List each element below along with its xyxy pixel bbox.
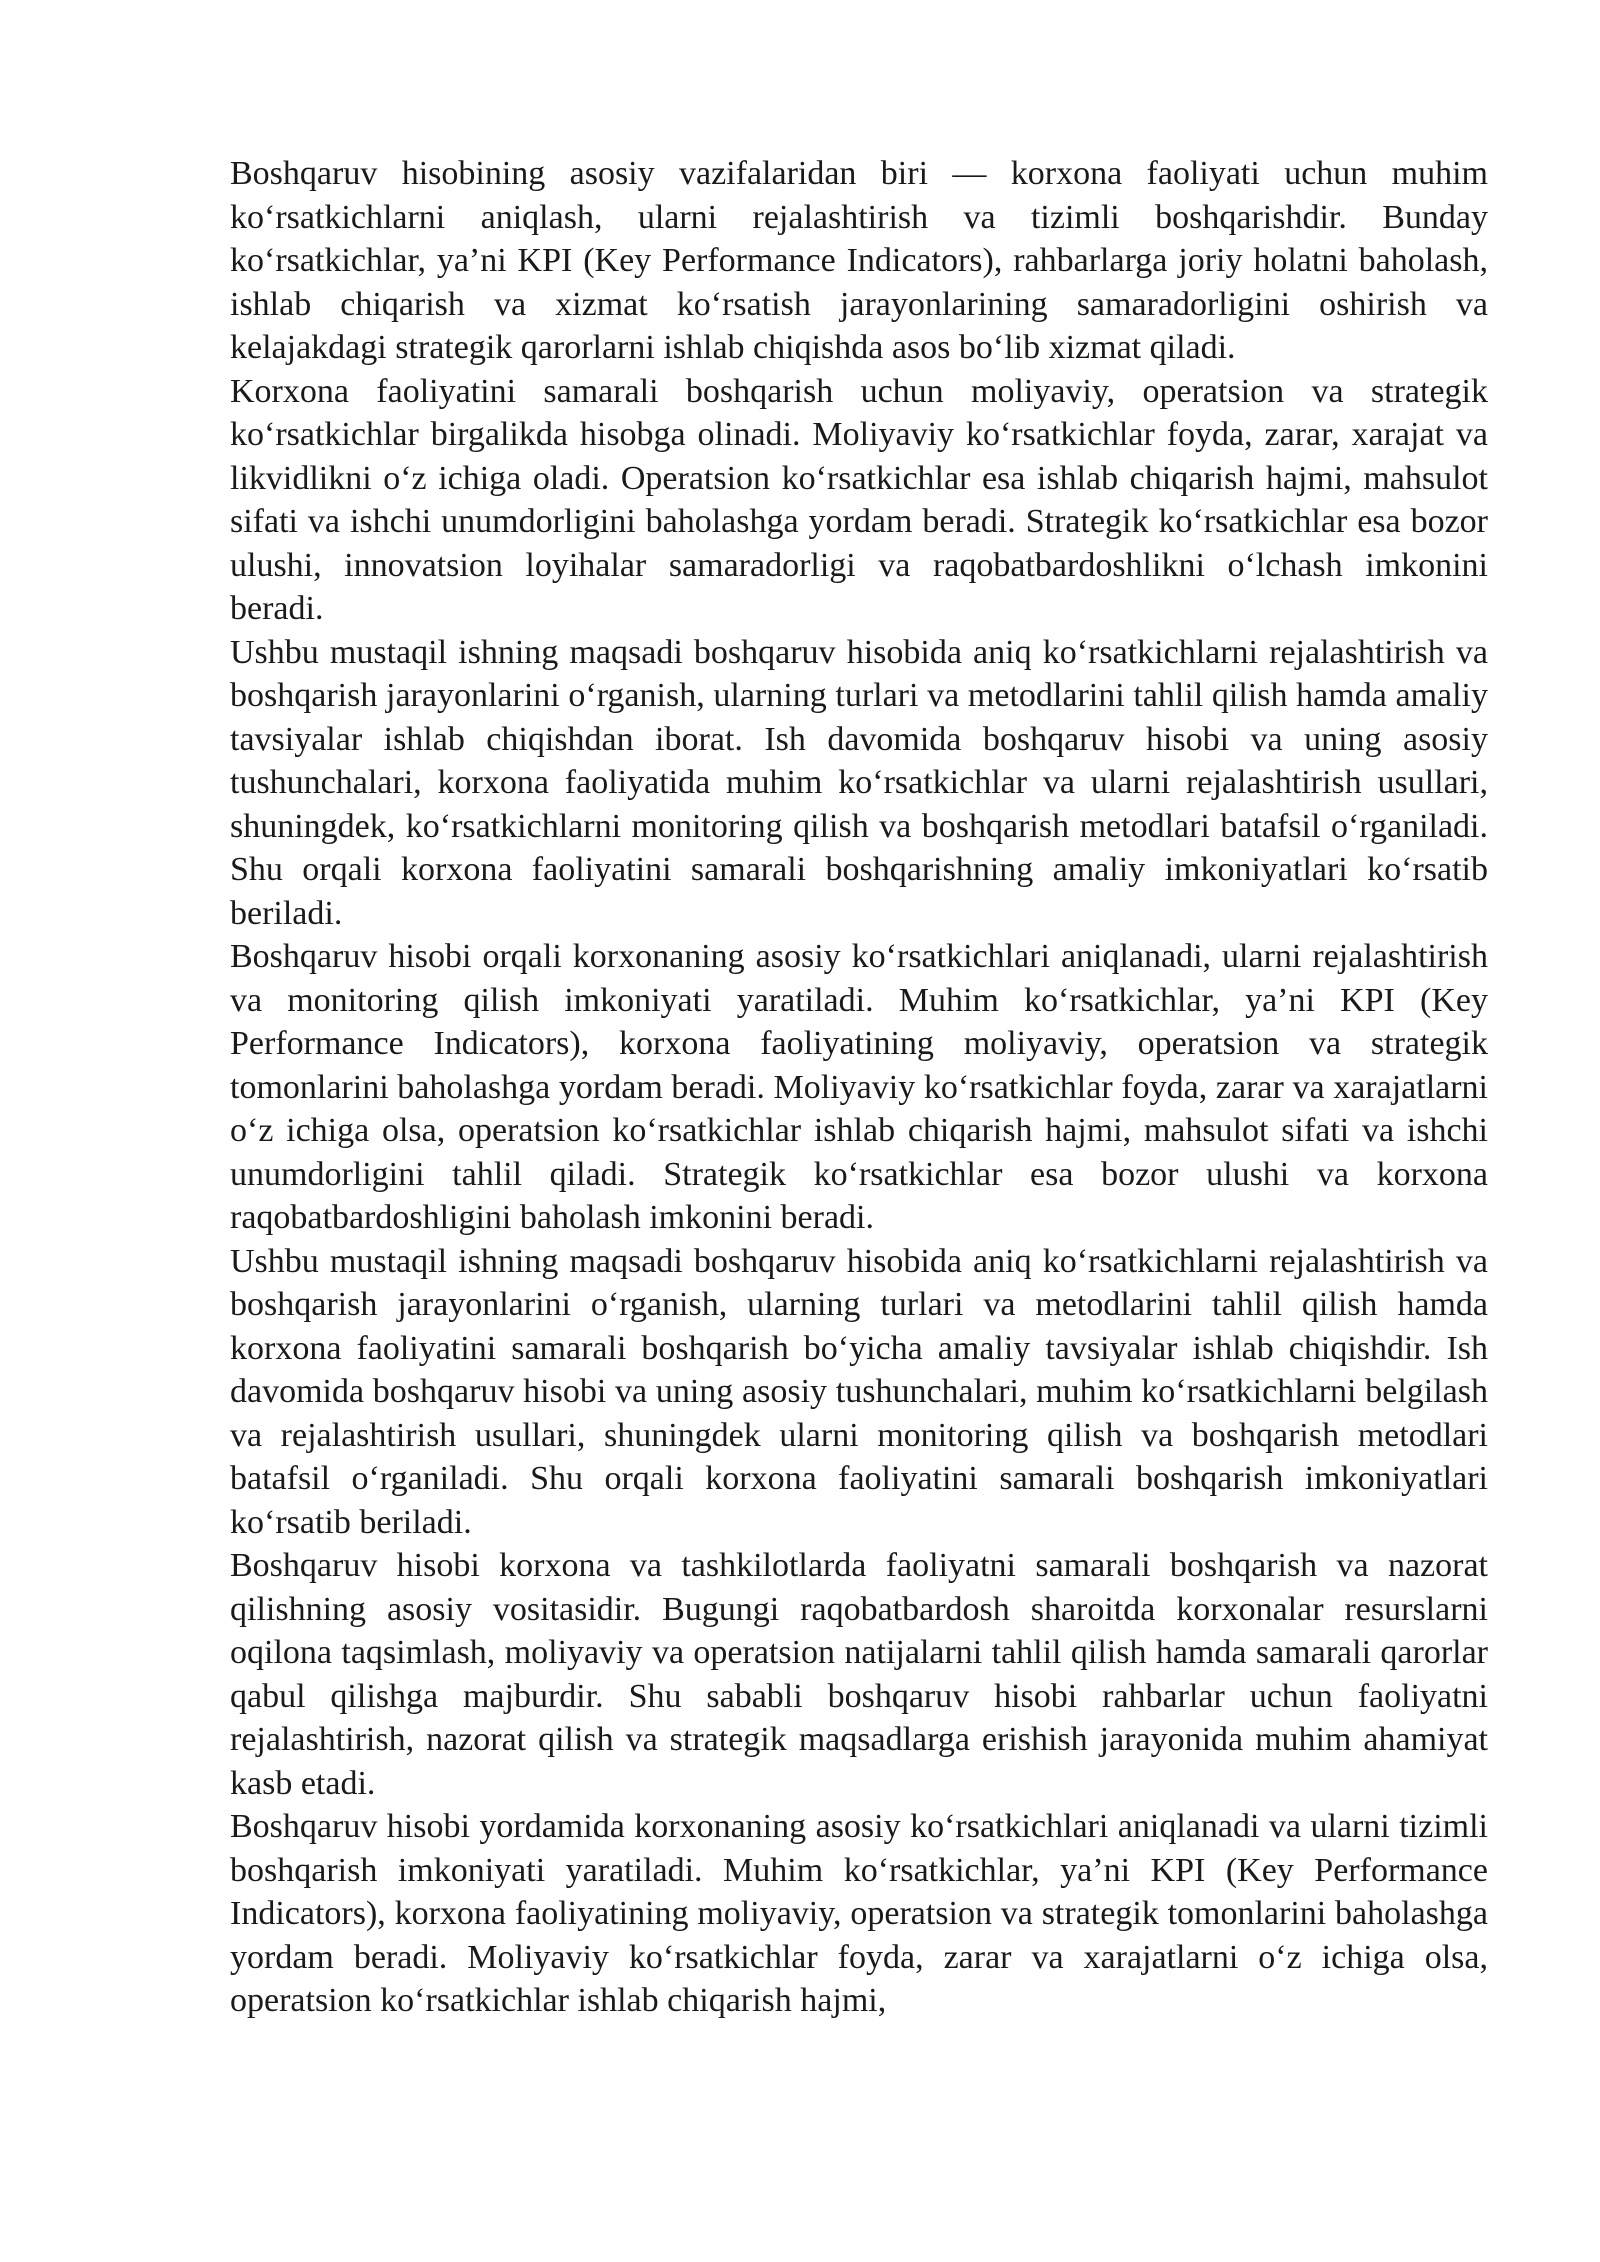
paragraph-4: Boshqaruv hisobi orqali korxonaning asosiy koʻrsatkichlari aniqlanadi, ularni rejalashtirish va monitoring qilish imkoniyati yaratiladi. Muhim koʻrsatkichlar, ya’ni KPI (Key Performance Indicators), korxona faoliyatining moliyaviy, operatsion va strategik tomonlarini baholashga yordam beradi. Moliyaviy koʻrsatkichlar foyda, zarar va xarajatlarni oʻz ichiga olsa, operatsion koʻrsatkichlar ishlab chiqarish hajmi, mahsulot sifati va ishchi unumdorligini tahlil qiladi. Strategik koʻrsatkichlar esa bozor ulushi va korxona raqobatbardoshligini baholash imkonini beradi.: [230, 938, 1488, 1236]
body-text: [230, 152, 1488, 2023]
paragraph-7: Boshqaruv hisobi yordamida korxonaning asosiy koʻrsatkichlari aniqlanadi va ularni tizimli boshqarish imkoniyati yaratiladi. Muhim koʻrsatkichlar, ya’ni KPI (Key Performance Indicators), korxona faoliyatining moliyaviy, operatsion va strategik tomonlarini baholashga yordam beradi. Moliyaviy koʻrsatkichlar foyda, zarar va xarajatlarni oʻz ichiga olsa, operatsion koʻrsatkichlar ishlab chiqarish hajmi,: [230, 1808, 1488, 2019]
paragraph-6: Boshqaruv hisobi korxona va tashkilotlarda faoliyatni samarali boshqarish va nazorat qilishning asosiy vositasidir. Bugungi raqobatbardosh sharoitda korxonalar resurslarni oqilona taqsimlash, moliyaviy va operatsion natijalarni tahlil qilish hamda samarali qarorlar qabul qilishga majburdir. Shu sababli boshqaruv hisobi rahbarlar uchun faoliyatni rejalashtirish, nazorat qilish va strategik maqsadlarga erishish jarayonida muhim ahamiyat kasb etadi.: [230, 1547, 1488, 1802]
paragraph-5: Ushbu mustaqil ishning maqsadi boshqaruv hisobida aniq koʻrsatkichlarni rejalashtirish va boshqarish jarayonlarini oʻrganish, ularning turlari va metodlarini tahlil qilish hamda korxona faoliyatini samarali boshqarish boʻyicha amaliy tavsiyalar ishlab chiqishdir. Ish davomida boshqaruv hisobi va uning asosiy tushunchalari, muhim koʻrsatkichlarni belgilash va rejalashtirish usullari, shuningdek ularni monitoring qilish va boshqarish metodlari batafsil oʻrganiladi. Shu orqali korxona faoliyatini samarali boshqarish imkoniyatlari koʻrsatib beriladi.: [230, 1242, 1488, 1541]
paragraph-1: Boshqaruv hisobining asosiy vazifalaridan biri — korxona faoliyati uchun muhim koʻrsatkichlarni aniqlash, ularni rejalashtirish va tizimli boshqarishdir. Bunday koʻrsatkichlar, ya’ni KPI (Key Performance Indicators), rahbarlarga joriy holatni baholash, ishlab chiqarish va xizmat koʻrsatish jarayonlarining samaradorligini oshirish va kelajakdagi strategik qarorlarni ishlab chiqishda asos boʻlib xizmat qiladi.: [230, 155, 1488, 366]
paragraph-2: Korxona faoliyatini samarali boshqarish uchun moliyaviy, operatsion va strategik koʻrsatkichlar birgalikda hisobga olinadi. Moliyaviy koʻrsatkichlar foyda, zarar, xarajat va likvidlikni oʻz ichiga oladi. Operatsion koʻrsatkichlar esa ishlab chiqarish hajmi, mahsulot sifati va ishchi unumdorligini baholashga yordam beradi. Strategik koʻrsatkichlar esa bozor ulushi, innovatsion loyihalar samaradorligi va raqobatbardoshlikni oʻlchash imkonini beradi.: [230, 372, 1488, 627]
paragraph-3: Ushbu mustaqil ishning maqsadi boshqaruv hisobida aniq koʻrsatkichlarni rejalashtirish va boshqarish jarayonlarini oʻrganish, ularning turlari va metodlarini tahlil qilish hamda amaliy tavsiyalar ishlab chiqishdan iborat. Ish davomida boshqaruv hisobi va uning asosiy tushunchalari, korxona faoliyatida muhim koʻrsatkichlar va ularni rejalashtirish usullari, shuningdek, koʻrsatkichlarni monitoring qilish va boshqarish metodlari batafsil oʻrganiladi. Shu orqali korxona faoliyatini samarali boshqarishning amaliy imkoniyatlari koʻrsatib beriladi.: [230, 633, 1488, 932]
